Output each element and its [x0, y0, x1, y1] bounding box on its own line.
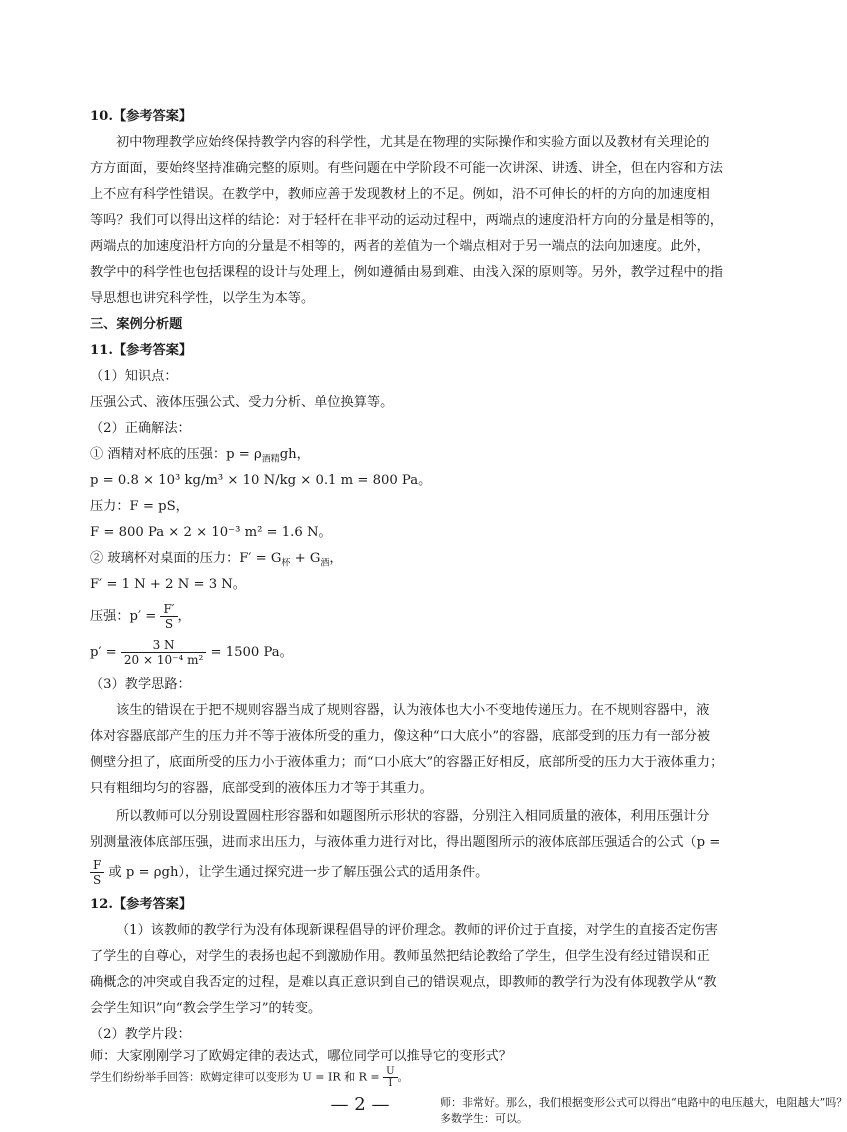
q10-line-3: 上不应有科学性错误。在教学中，教师应善于发现教材上的不足。例如，沿不可伸长的杆的方向的加速度相 [90, 187, 710, 202]
q12-p2-title: （2）教学片段： [90, 1027, 191, 1042]
q10-line-2: 方方面面，要始终坚持准确完整的原则。有些问题在中学阶段不可能一次讲深、讲透、讲全，但在内容和方法 [90, 161, 723, 176]
q11-p3-title: （3）教学思路： [90, 677, 191, 692]
q11-step-5: ② 玻璃杯对桌面的压力：$F' = G_杯 + G_酒$， [90, 551, 343, 569]
fraction-u-over-i: $\frac{U}{I}$ [383, 1066, 397, 1089]
q12-p1-line-3: 确概念的冲突或自我否定的过程，是难以真正意识到自己的错误观点，即教师的教学行为没有体现教学从“教 [90, 975, 717, 990]
q12-dialogue-4: 多数学生：可以。 [440, 1112, 528, 1125]
q11-p2-title: （2）正确解法： [90, 421, 191, 436]
q12-dialogue-2: 学生们纷纷举手回答：欧姆定律可以变形为 U = IR 和 R = $\frac{U}{I}$ 。 [90, 1066, 409, 1089]
q11-step-7: 压强：p′ = $\frac{F'}{S}$ ， [90, 602, 191, 631]
q11-p4-line-2: 别测量液体底部压强，进而求出压力，与液体重力进行对比，得出题图所示的液体底部压强适合的公式（p = [90, 835, 721, 850]
page-number: — 2 — [330, 1094, 390, 1115]
q10-line-5: 两端点的加速度沿杆方向的分量是不相等的，两者的差值为一个端点相对于另一端点的法向加速度。此外， [90, 239, 710, 254]
section-3-title: 三、案例分析题 [90, 317, 183, 332]
q10-line-6: 教学中的科学性也包括课程的设计与处理上，例如遵循由易到难、由浅入深的原则等。另外，教学过程中的指 [90, 265, 723, 280]
q10-line-4: 等吗？我们可以得出这样的结论：对于轻杆在非平动的运动过程中，两端点的速度沿杆方向的分量是相等的， [90, 213, 723, 228]
q11-step-4: F = 800 Pa × 2 × 10⁻³ m² = 1.6 N。 [90, 525, 332, 540]
q12-p1-line-1: （1）该教师的教学行为没有体现新课程倡导的评价理念。教师的评价过于直接，对学生的直接否定伤害 [116, 923, 718, 938]
q10-heading: 10.【参考答案】 [90, 109, 193, 124]
q11-step-1: ① 酒精对杯底的压强：$p = \rho_{酒精}gh$， [90, 447, 310, 465]
q11-step-3: 压力：F = pS， [90, 499, 189, 514]
q11-step-6: F′ = 1 N + 2 N = 3 N。 [90, 577, 246, 592]
q12-dialogue-1: 师：大家刚刚学习了欧姆定律的表达式，哪位同学可以推导它的变形式？ [90, 1049, 512, 1064]
q12-p1-line-4: 会学生知识”向“教会学生学习”的转变。 [90, 1001, 322, 1016]
q11-heading: 11.【参考答案】 [90, 343, 193, 358]
q11-step-2: p = 0.8 × 10³ kg/m³ × 10 N/kg × 0.1 m = 800 Pa。 [90, 473, 432, 488]
q11-step-8: p′ = $\frac{3 N}{\text{20 × 10⁻⁴ m²}}$ = 1500 Pa。 [90, 638, 293, 667]
fraction-result: $\frac{3 N}{\text{20 × 10⁻⁴ m²}}$ [121, 638, 206, 667]
q11-p1-text: 压强公式、液体压强公式、受力分析、单位换算等。 [90, 395, 394, 410]
q12-dialogue-3: 师：非常好。那么，我们根据变形公式可以得出“电路中的电压越大，电阻越大”吗？ [440, 1096, 847, 1109]
q11-p3-line-4: 只有粗细均匀的容器，底部受到的液体压力才等于其重力。 [90, 781, 433, 796]
q11-p3-line-3: 侧壁分担了，底面所受的压力小于液体重力；而“口小底大”的容器正好相反，底部所受的压力大于液体重力； [90, 755, 724, 770]
q12-heading: 12.【参考答案】 [90, 897, 193, 912]
q11-p4-line-3: $\frac{F}{S}$ 或 p = ρgh），让学生通过探究进一步了解压强公式的适用条件。 [90, 858, 488, 887]
q11-p1-title: （1）知识点： [90, 369, 178, 384]
q12-p1-line-2: 了学生的自尊心，对学生的表扬也起不到激励作用。教师虽然把结论教给了学生，但学生没有经过错误和正 [90, 949, 710, 964]
q11-p3-line-2: 体对容器底部产生的压力并不等于液体所受的重力，像这种“口大底小”的容器，底部受到的压力有一部分被 [90, 729, 711, 744]
q10-line-1: 初中物理教学应始终保持教学内容的科学性，尤其是在物理的实际操作和实验方面以及教材有关理论的 [116, 135, 710, 150]
fraction-pressure: $\frac{F'}{S}$ [160, 602, 177, 631]
q11-p4-line-1: 所以教师可以分别设置圆柱形容器和如题图所示形状的容器，分别注入相同质量的液体，利用压强计分 [116, 809, 710, 824]
fraction-f-over-s: $\frac{F}{S}$ [90, 858, 104, 887]
q10-line-7: 导思想也讲究科学性，以学生为本等。 [90, 291, 315, 306]
q11-p3-line-1: 该生的错误在于把不规则容器当成了规则容器，认为液体也大小不变地传递压力。在不规则容器中，液 [116, 703, 710, 718]
